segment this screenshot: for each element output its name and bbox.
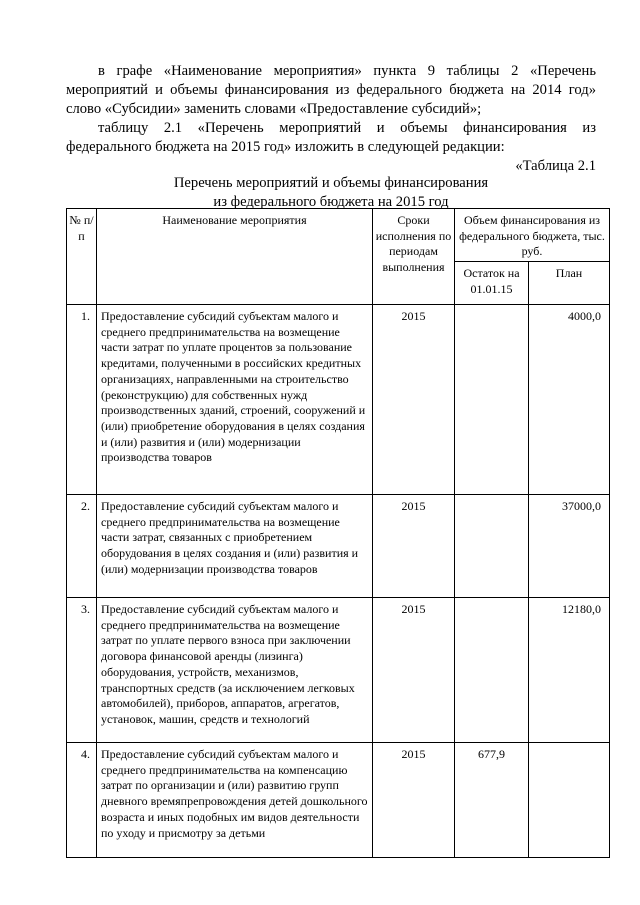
header-row-1 xyxy=(67,209,610,262)
header-name: Наименование мероприятия xyxy=(97,209,373,305)
header-period: Сроки исполнения по периодам выполнения xyxy=(373,209,455,305)
row-plan: 37000,0 xyxy=(529,495,610,598)
row-balance xyxy=(455,305,529,495)
row-name: Предоставление субсидий субъектам малого и среднего предпринимательства на компенсацию затрат по организации и (или) развитию групп дневного времяпрепровождения детей дошкольного возраста и иных подобных им видов деятельности по уходу и присмотру за детьми xyxy=(97,743,373,858)
row-plan: 12180,0 xyxy=(529,598,610,743)
table-row xyxy=(67,305,610,495)
row-name: Предоставление субсидий субъектам малого и среднего предпринимательства на возмещение части затрат, связанных с приобретением оборудования в целях создания и (или) развития и (или) модернизации производства товаров xyxy=(97,495,373,598)
header-num: № п/п xyxy=(67,209,97,305)
caption-line-1: Перечень мероприятий и объемы финансирования xyxy=(173,175,489,191)
table-row xyxy=(67,743,610,858)
row-name: Предоставление субсидий субъектам малого и среднего предпринимательства на возмещение части затрат по уплате процентов за пользование кредитами, полученными в российских кредитных организациях, направленными на строительство (реконструкцию) для собственных нужд производственных зданий, строений, сооружений и (или) приобретение оборудования в целях создания и (или) развития и (или) модернизации производства товаров xyxy=(97,305,373,495)
intro-paragraph-1: в графе «Наименование мероприятия» пункта 9 таблицы 2 «Перечень мероприятий и объемы финансирования из федерального бюджета на 2014 год» слово «Субсидии» заменить словами «Предоставление субсидий»; xyxy=(66,63,596,117)
table-row xyxy=(67,598,610,743)
financing-table xyxy=(66,208,610,858)
header-volume: Объем финансирования из федерального бюджета, тыс. руб. xyxy=(455,209,610,262)
row-plan xyxy=(529,743,610,858)
row-balance xyxy=(455,598,529,743)
intro-paragraph-2: таблицу 2.1 «Перечень мероприятий и объемы финансирования из федерального бюджета на 2015 год» изложить в следующей редакции: xyxy=(66,120,596,155)
table-reference: «Таблица 2.1 xyxy=(515,158,596,174)
row-name: Предоставление субсидий субъектам малого и среднего предпринимательства на возмещение затрат по уплате первого взноса при заключении договора финансовой аренды (лизинга) оборудования, устройств, механизмов, транспортных средств (за исключением легковых автомобилей), приборов, аппаратов, агрегатов, установок, машин, средств и технологий xyxy=(97,598,373,743)
header-plan: План xyxy=(529,262,610,305)
intro-text xyxy=(66,62,596,176)
row-period: 2015 xyxy=(373,305,455,495)
header-balance: Остаток на 01.01.15 xyxy=(455,262,529,305)
table-caption xyxy=(66,174,596,212)
row-num: 2. xyxy=(67,495,97,598)
row-balance xyxy=(455,495,529,598)
row-period: 2015 xyxy=(373,495,455,598)
caption-line-2: из федерального бюджета на 2015 год xyxy=(213,194,449,210)
row-plan: 4000,0 xyxy=(529,305,610,495)
row-num: 1. xyxy=(67,305,97,495)
row-num: 4. xyxy=(67,743,97,858)
row-balance: 677,9 xyxy=(455,743,529,858)
row-period: 2015 xyxy=(373,598,455,743)
row-period: 2015 xyxy=(373,743,455,858)
row-num: 3. xyxy=(67,598,97,743)
table-row xyxy=(67,495,610,598)
